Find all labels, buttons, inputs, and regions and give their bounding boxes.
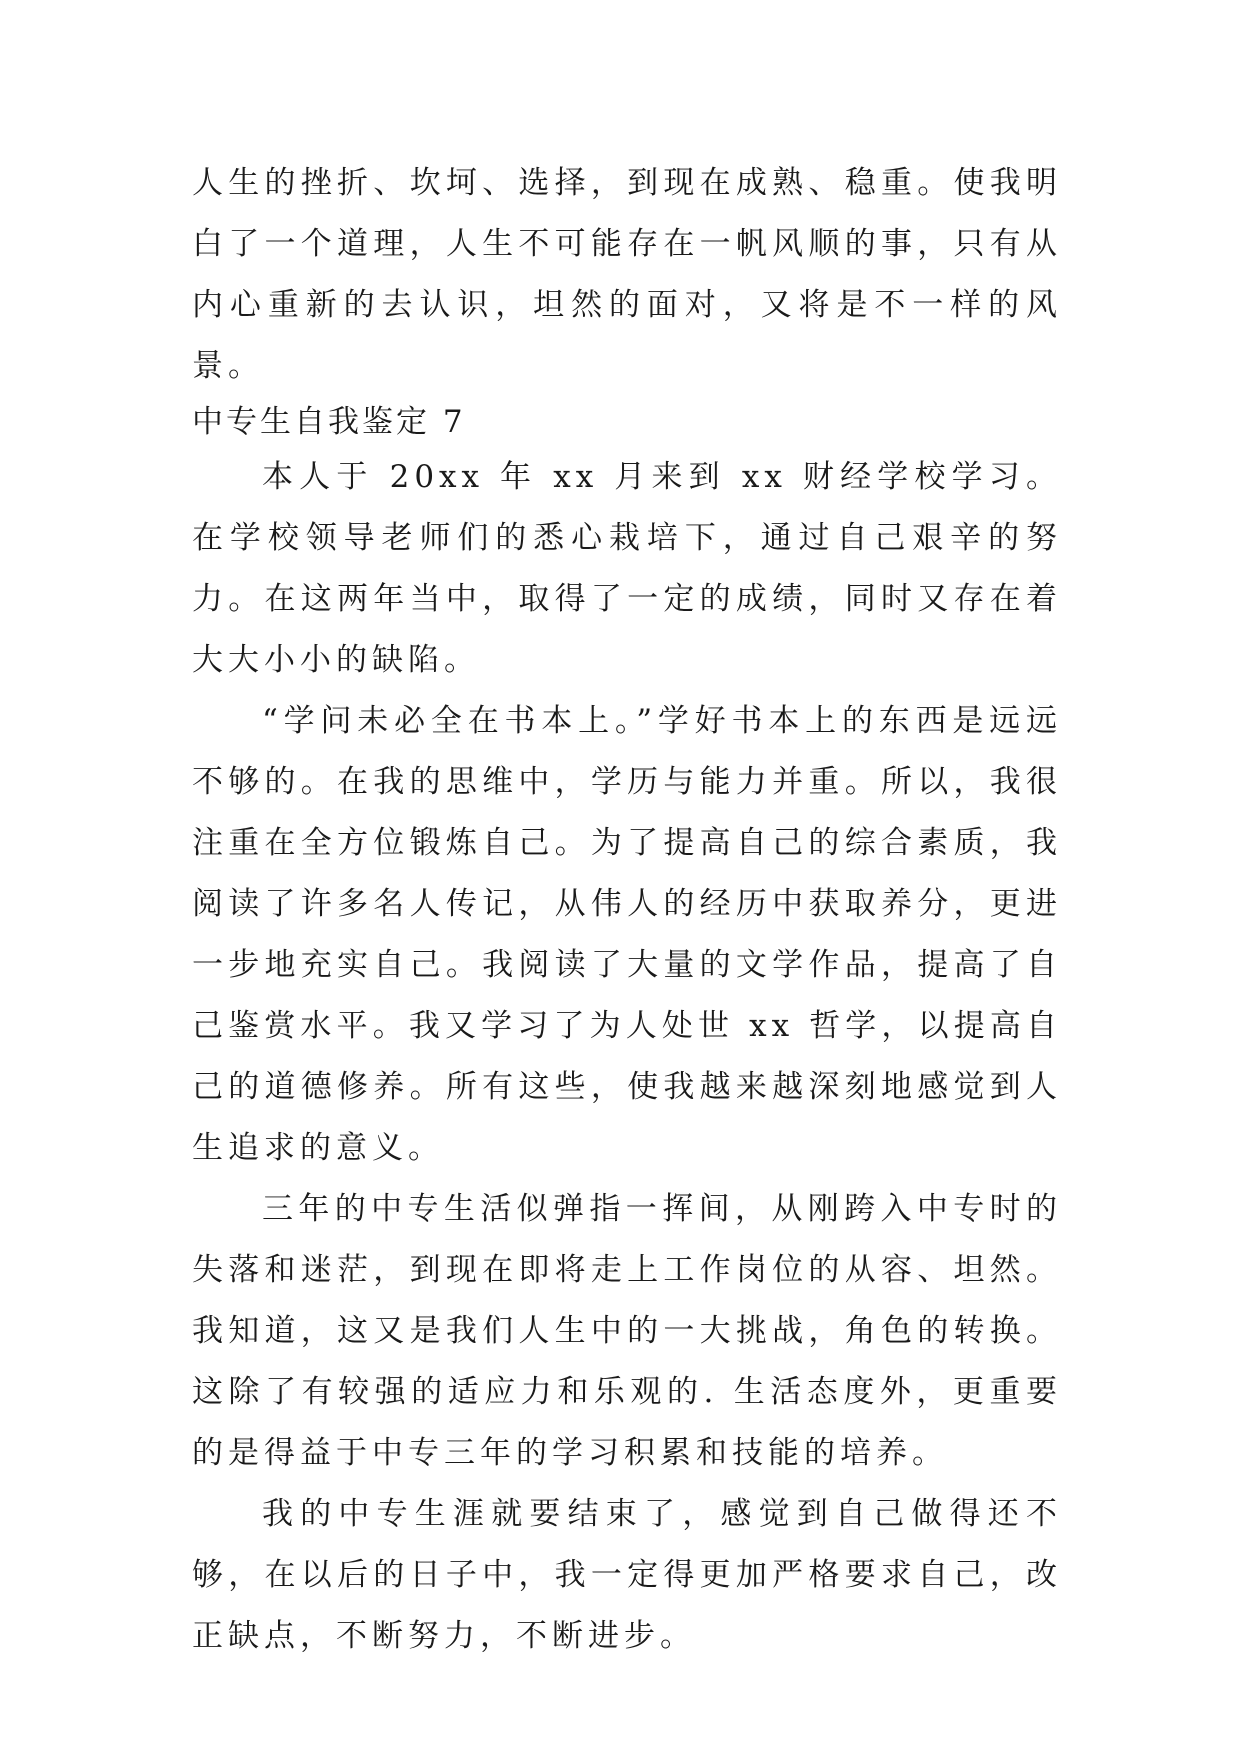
paragraph-4: 我的中专生涯就要结束了，感觉到自己做得还不够，在以后的日子中，我一定得更加严格要求自己，改正缺点，不断努力，不断进步。 bbox=[192, 1496, 1062, 1654]
section-title: 中专生自我鉴定 7 bbox=[192, 404, 466, 440]
paragraph-3: 三年的中专生活似弹指一挥间，从刚跨入中专时的失落和迷茫，到现在即将走上工作岗位的从容、坦然。我知道，这又是我们人生中的一大挑战，角色的转换。这除了有较强的适应力和乐观的. 生活态度外，更重要的是得益于中专三年的学习积累和技能的培养。 bbox=[192, 1191, 1062, 1471]
paragraph-1: 本人于 20xx 年 xx 月来到 xx 财经学校学习。在学校领导老师们的悉心栽培下，通过自己艰辛的努力。在这两年当中，取得了一定的成绩，同时又存在着大大小小的缺陷。 bbox=[192, 459, 1062, 678]
paragraph-2: “学问未必全在书本上。”学好书本上的东西是远远不够的。在我的思维中，学历与能力并重。所以，我很注重在全方位锻炼自己。为了提高自己的综合素质，我阅读了许多名人传记，从伟人的经历中获取养分，更进一步地充实自己。我阅读了大量的文学作品，提高了自己鉴赏水平。我又学习了为人处世 xx 哲学，以提高自己的道德修养。所有这些，使我越来越深刻地感觉到人生追求的意义。 bbox=[192, 703, 1062, 1166]
intro-paragraph: 人生的挫折、坎坷、选择，到现在成熟、稳重。使我明白了一个道理，人生不可能存在一帆风顺的事，只有从内心重新的去认识，坦然的面对，又将是不一样的风景。 bbox=[192, 165, 1062, 384]
section-body bbox=[192, 447, 1062, 1667]
intro-text bbox=[192, 153, 1062, 397]
